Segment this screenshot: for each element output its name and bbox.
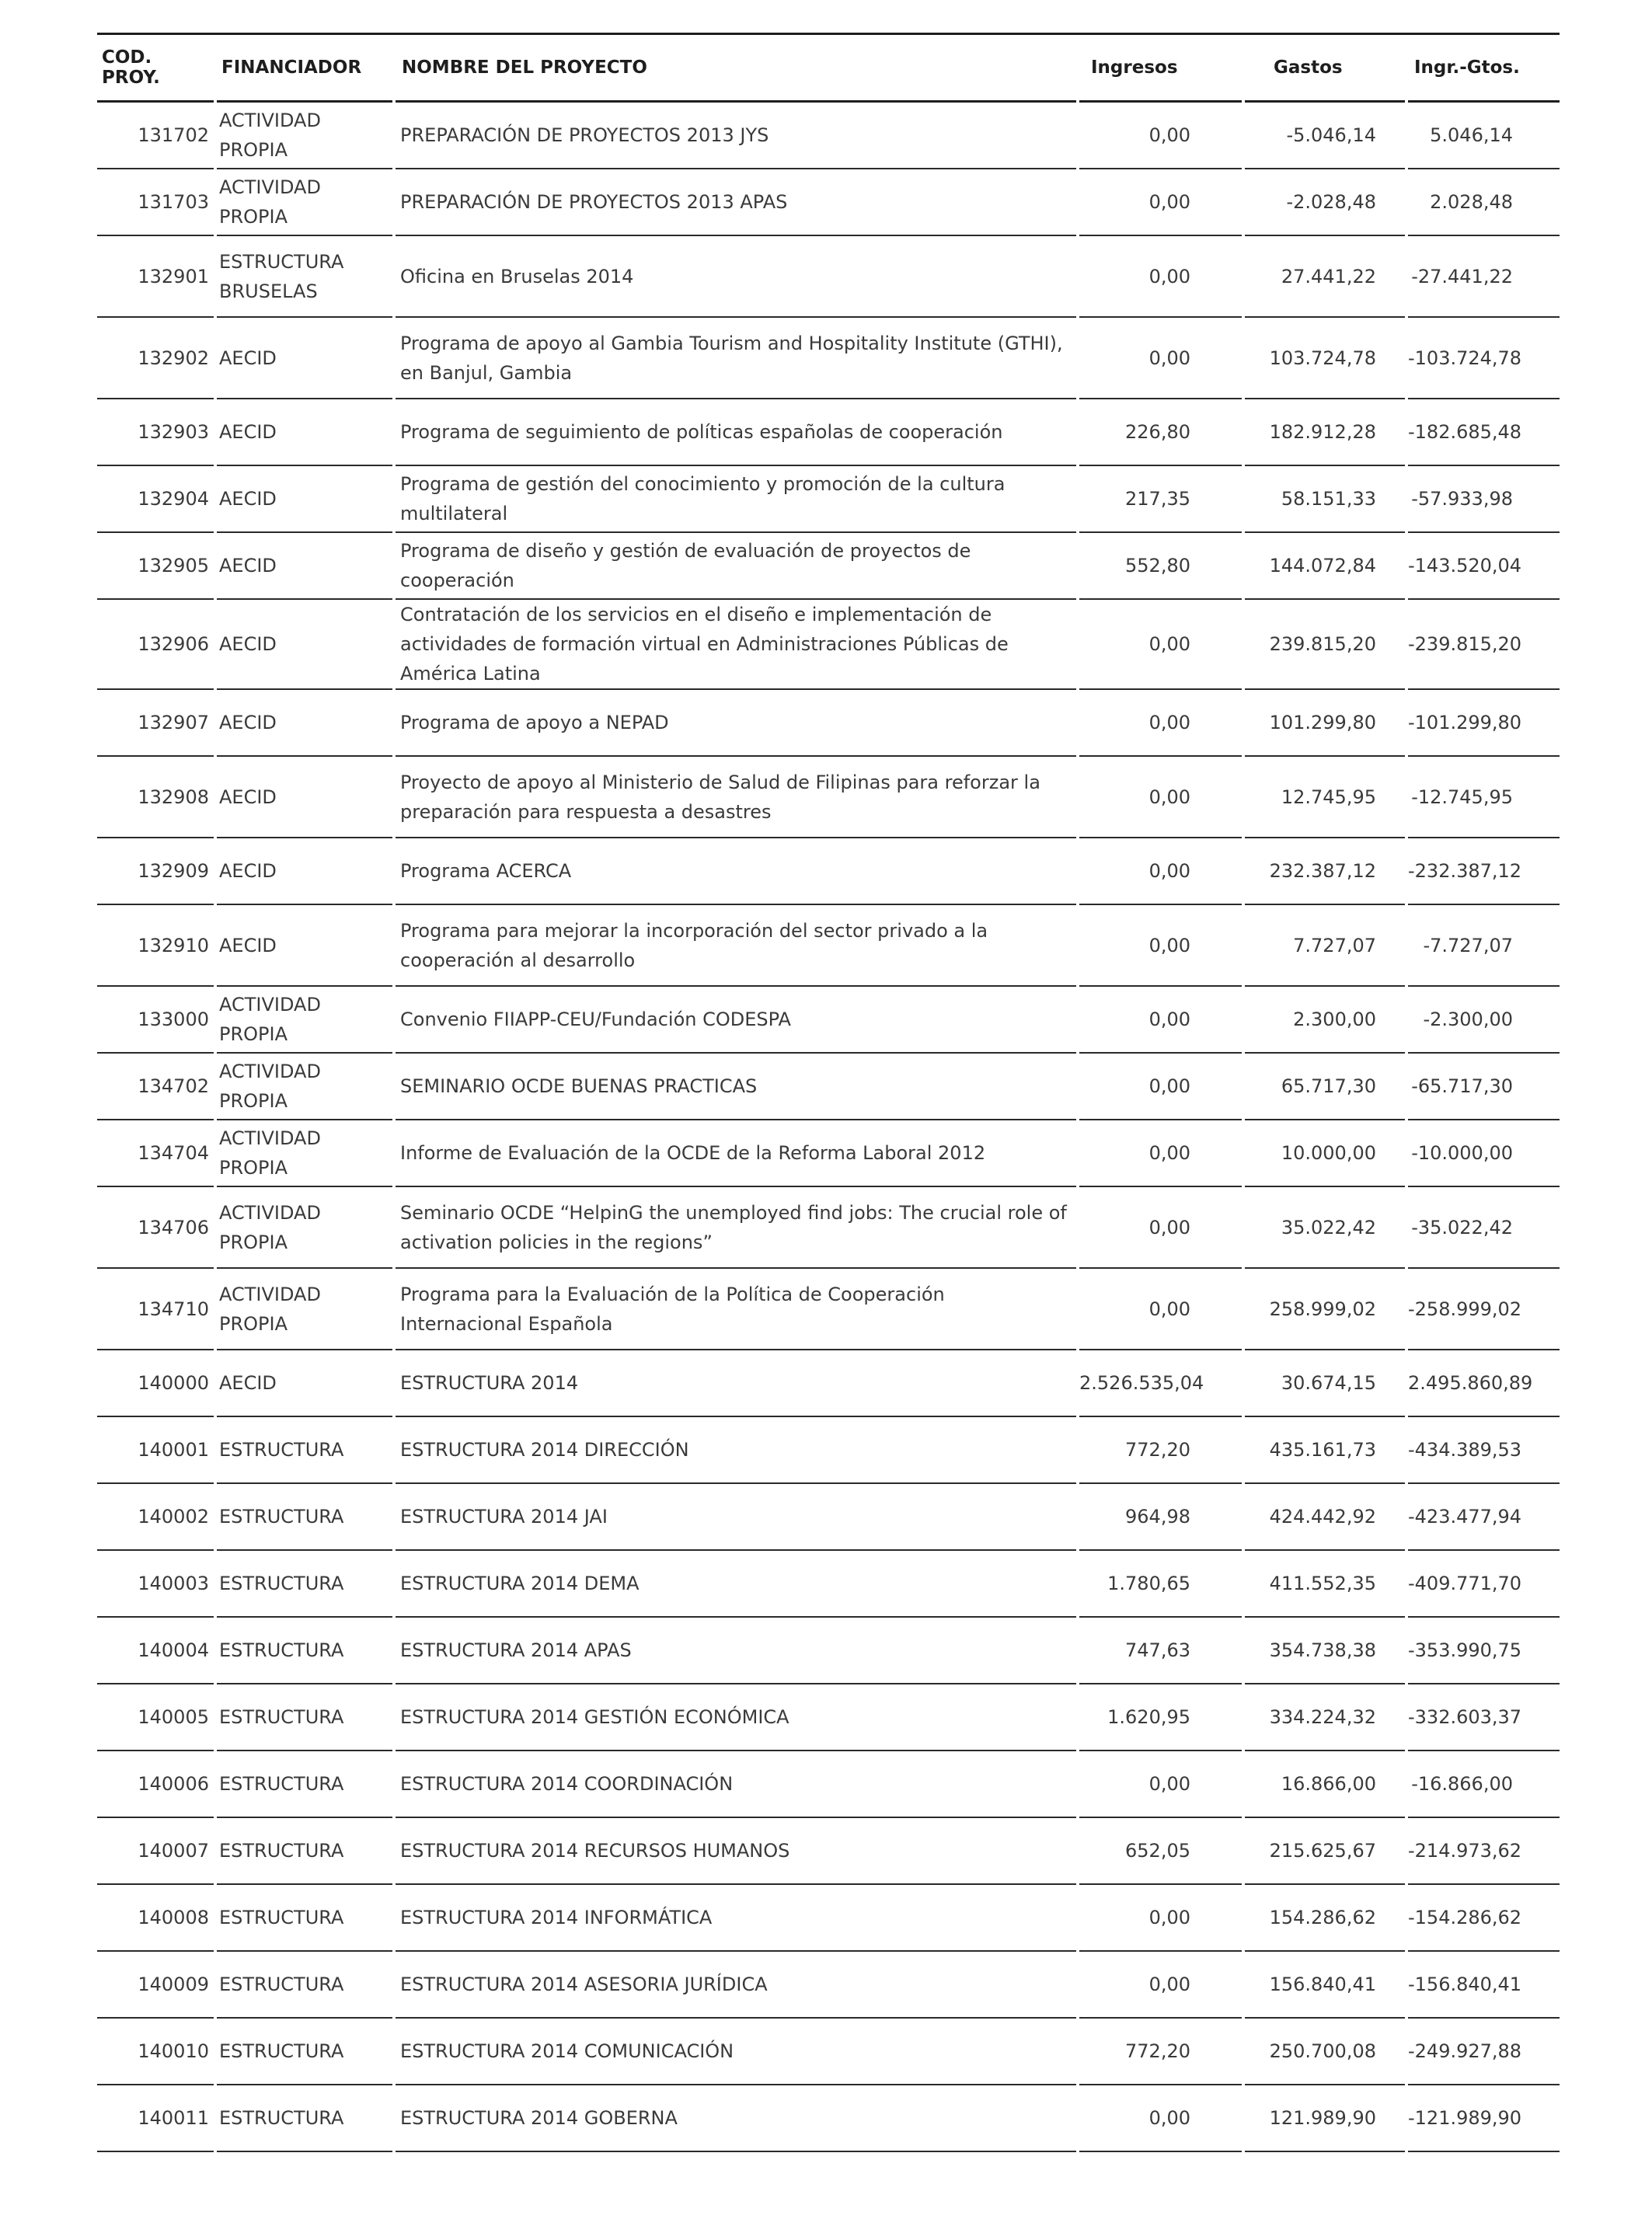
cell-ingresos: 652,05 <box>1078 1817 1243 1884</box>
cell-diferencia: -27.441,22 <box>1406 235 1560 317</box>
cell-nombre: PREPARACIÓN DE PROYECTOS 2013 APAS <box>394 169 1078 235</box>
cell-financiador: ACTIVIDAD PROPIA <box>215 1053 394 1120</box>
cell-gastos: 27.441,22 <box>1243 235 1406 317</box>
cell-code: 140007 <box>97 1817 215 1884</box>
header-financiador: FINANCIADOR <box>215 35 394 102</box>
cell-diferencia: -423.477,94 <box>1406 1483 1560 1550</box>
cell-nombre: Programa para mejorar la incorporación del sector privado a la cooperación al desarrollo <box>394 904 1078 986</box>
cell-financiador: AECID <box>215 399 394 465</box>
cell-ingresos: 0,00 <box>1078 1951 1243 2018</box>
cell-diferencia: 2.028,48 <box>1406 169 1560 235</box>
cell-financiador: ESTRUCTURA BRUSELAS <box>215 235 394 317</box>
cell-diferencia: -57.933,98 <box>1406 465 1560 532</box>
cell-gastos: 182.912,28 <box>1243 399 1406 465</box>
cell-gastos: 424.442,92 <box>1243 1483 1406 1550</box>
cell-ingresos: 552,80 <box>1078 532 1243 599</box>
cell-ingresos: 0,00 <box>1078 904 1243 986</box>
cell-code: 132908 <box>97 756 215 838</box>
cell-nombre: Programa de diseño y gestión de evaluación de proyectos de cooperación <box>394 532 1078 599</box>
cell-gastos: 101.299,80 <box>1243 689 1406 756</box>
cell-nombre: ESTRUCTURA 2014 GOBERNA <box>394 2085 1078 2151</box>
cell-ingresos: 217,35 <box>1078 465 1243 532</box>
cell-diferencia: -214.973,62 <box>1406 1817 1560 1884</box>
cell-gastos: 411.552,35 <box>1243 1550 1406 1617</box>
cell-code: 133000 <box>97 986 215 1053</box>
table-row <box>97 2018 1560 2085</box>
cell-code: 140006 <box>97 1751 215 1817</box>
cell-ingresos: 0,00 <box>1078 1268 1243 1350</box>
cell-financiador: AECID <box>215 532 394 599</box>
cell-code: 140002 <box>97 1483 215 1550</box>
cell-financiador: ACTIVIDAD PROPIA <box>215 1186 394 1268</box>
cell-nombre: Contratación de los servicios en el diseño e implementación de actividades de formación virtual en Administraciones Públicas de América Latina <box>394 599 1078 689</box>
cell-nombre: SEMINARIO OCDE BUENAS PRACTICAS <box>394 1053 1078 1120</box>
cell-diferencia: -10.000,00 <box>1406 1120 1560 1186</box>
cell-ingresos: 0,00 <box>1078 169 1243 235</box>
cell-financiador: AECID <box>215 1350 394 1416</box>
cell-code: 140011 <box>97 2085 215 2151</box>
cell-ingresos: 0,00 <box>1078 986 1243 1053</box>
table-row <box>97 599 1560 689</box>
cell-nombre: Seminario OCDE “HelpinG the unemployed find jobs: The crucial role of activation policies in the regions” <box>394 1186 1078 1268</box>
cell-code: 132901 <box>97 235 215 317</box>
cell-gastos: 258.999,02 <box>1243 1268 1406 1350</box>
table-row <box>97 102 1560 169</box>
cell-ingresos: 0,00 <box>1078 756 1243 838</box>
table-row <box>97 1120 1560 1186</box>
cell-diferencia: -2.300,00 <box>1406 986 1560 1053</box>
table-row <box>97 1884 1560 1951</box>
cell-gastos: 154.286,62 <box>1243 1884 1406 1951</box>
cell-ingresos: 0,00 <box>1078 102 1243 169</box>
cell-gastos: 7.727,07 <box>1243 904 1406 986</box>
cell-nombre: ESTRUCTURA 2014 DEMA <box>394 1550 1078 1617</box>
table-row <box>97 1416 1560 1483</box>
cell-nombre: Programa de apoyo a NEPAD <box>394 689 1078 756</box>
header-nombre: NOMBRE DEL PROYECTO <box>394 35 1078 102</box>
cell-code: 140003 <box>97 1550 215 1617</box>
cell-diferencia: -434.389,53 <box>1406 1416 1560 1483</box>
cell-ingresos: 0,00 <box>1078 599 1243 689</box>
cell-code: 140005 <box>97 1684 215 1751</box>
cell-financiador: ESTRUCTURA <box>215 1884 394 1951</box>
cell-financiador: AECID <box>215 599 394 689</box>
cell-gastos: 16.866,00 <box>1243 1751 1406 1817</box>
cell-diferencia: -12.745,95 <box>1406 756 1560 838</box>
cell-gastos: 121.989,90 <box>1243 2085 1406 2151</box>
cell-gastos: 215.625,67 <box>1243 1817 1406 1884</box>
cell-nombre: ESTRUCTURA 2014 GESTIÓN ECONÓMICA <box>394 1684 1078 1751</box>
table-row <box>97 1350 1560 1416</box>
cell-gastos: 58.151,33 <box>1243 465 1406 532</box>
cell-ingresos: 0,00 <box>1078 1751 1243 1817</box>
table-row <box>97 1684 1560 1751</box>
table-header <box>97 35 1560 102</box>
cell-diferencia: -143.520,04 <box>1406 532 1560 599</box>
cell-diferencia: -409.771,70 <box>1406 1550 1560 1617</box>
cell-ingresos: 772,20 <box>1078 1416 1243 1483</box>
cell-diferencia: -239.815,20 <box>1406 599 1560 689</box>
cell-ingresos: 226,80 <box>1078 399 1243 465</box>
cell-financiador: ESTRUCTURA <box>215 1550 394 1617</box>
cell-ingresos: 0,00 <box>1078 2085 1243 2151</box>
cell-ingresos: 1.780,65 <box>1078 1550 1243 1617</box>
table-row <box>97 1951 1560 2018</box>
cell-diferencia: -16.866,00 <box>1406 1751 1560 1817</box>
cell-nombre: ESTRUCTURA 2014 APAS <box>394 1617 1078 1684</box>
cell-diferencia: -103.724,78 <box>1406 317 1560 399</box>
cell-financiador: ESTRUCTURA <box>215 1951 394 2018</box>
cell-financiador: ESTRUCTURA <box>215 1817 394 1884</box>
table-row <box>97 532 1560 599</box>
cell-nombre: Convenio FIIAPP-CEU/Fundación CODESPA <box>394 986 1078 1053</box>
cell-financiador: ESTRUCTURA <box>215 2018 394 2085</box>
cell-nombre: ESTRUCTURA 2014 RECURSOS HUMANOS <box>394 1817 1078 1884</box>
cell-code: 131703 <box>97 169 215 235</box>
cell-code: 134710 <box>97 1268 215 1350</box>
cell-diferencia: -258.999,02 <box>1406 1268 1560 1350</box>
table-row <box>97 1053 1560 1120</box>
table-row <box>97 1751 1560 1817</box>
table-row <box>97 1186 1560 1268</box>
cell-code: 132904 <box>97 465 215 532</box>
cell-diferencia: -7.727,07 <box>1406 904 1560 986</box>
header-ingresos: Ingresos <box>1078 35 1243 102</box>
table-row <box>97 169 1560 235</box>
cell-nombre: PREPARACIÓN DE PROYECTOS 2013 JYS <box>394 102 1078 169</box>
cell-code: 132906 <box>97 599 215 689</box>
cell-code: 134706 <box>97 1186 215 1268</box>
cell-financiador: AECID <box>215 689 394 756</box>
cell-gastos: -5.046,14 <box>1243 102 1406 169</box>
cell-diferencia: -156.840,41 <box>1406 1951 1560 2018</box>
header-diferencia: Ingr.-Gtos. <box>1406 35 1560 102</box>
cell-ingresos: 964,98 <box>1078 1483 1243 1550</box>
table-row <box>97 1550 1560 1617</box>
cell-ingresos: 0,00 <box>1078 1186 1243 1268</box>
cell-ingresos: 0,00 <box>1078 1884 1243 1951</box>
cell-financiador: ACTIVIDAD PROPIA <box>215 1268 394 1350</box>
cell-nombre: Programa de gestión del conocimiento y promoción de la cultura multilateral <box>394 465 1078 532</box>
cell-financiador: ACTIVIDAD PROPIA <box>215 102 394 169</box>
cell-ingresos: 1.620,95 <box>1078 1684 1243 1751</box>
cell-financiador: ACTIVIDAD PROPIA <box>215 169 394 235</box>
cell-financiador: ACTIVIDAD PROPIA <box>215 1120 394 1186</box>
cell-nombre: ESTRUCTURA 2014 <box>394 1350 1078 1416</box>
cell-financiador: AECID <box>215 838 394 904</box>
cell-financiador: ESTRUCTURA <box>215 1617 394 1684</box>
cell-gastos: 156.840,41 <box>1243 1951 1406 2018</box>
table-row <box>97 235 1560 317</box>
cell-diferencia: -121.989,90 <box>1406 2085 1560 2151</box>
cell-financiador: AECID <box>215 756 394 838</box>
cell-diferencia: -35.022,42 <box>1406 1186 1560 1268</box>
cell-nombre: Proyecto de apoyo al Ministerio de Salud de Filipinas para reforzar la preparación para respuesta a desastres <box>394 756 1078 838</box>
cell-ingresos: 0,00 <box>1078 317 1243 399</box>
cell-gastos: 103.724,78 <box>1243 317 1406 399</box>
header-gastos: Gastos <box>1243 35 1406 102</box>
cell-nombre: Programa ACERCA <box>394 838 1078 904</box>
cell-nombre: ESTRUCTURA 2014 COORDINACIÓN <box>394 1751 1078 1817</box>
projects-table <box>97 35 1560 2152</box>
cell-code: 134702 <box>97 1053 215 1120</box>
cell-nombre: Oficina en Bruselas 2014 <box>394 235 1078 317</box>
cell-nombre: Informe de Evaluación de la OCDE de la Reforma Laboral 2012 <box>394 1120 1078 1186</box>
cell-code: 132910 <box>97 904 215 986</box>
cell-financiador: AECID <box>215 904 394 986</box>
cell-gastos: 435.161,73 <box>1243 1416 1406 1483</box>
cell-code: 132902 <box>97 317 215 399</box>
cell-diferencia: -232.387,12 <box>1406 838 1560 904</box>
cell-ingresos: 2.526.535,04 <box>1078 1350 1243 1416</box>
cell-nombre: Programa para la Evaluación de la Política de Cooperación Internacional Española <box>394 1268 1078 1350</box>
cell-diferencia: -353.990,75 <box>1406 1617 1560 1684</box>
cell-financiador: ACTIVIDAD PROPIA <box>215 986 394 1053</box>
cell-nombre: ESTRUCTURA 2014 JAI <box>394 1483 1078 1550</box>
table-body <box>97 102 1560 2152</box>
cell-financiador: AECID <box>215 317 394 399</box>
cell-diferencia: 5.046,14 <box>1406 102 1560 169</box>
cell-ingresos: 0,00 <box>1078 838 1243 904</box>
table-row <box>97 1817 1560 1884</box>
cell-gastos: 65.717,30 <box>1243 1053 1406 1120</box>
header-code: COD. PROY. <box>97 35 215 102</box>
projects-table-sheet <box>97 33 1560 2152</box>
cell-financiador: ESTRUCTURA <box>215 1684 394 1751</box>
cell-financiador: ESTRUCTURA <box>215 1751 394 1817</box>
cell-code: 132903 <box>97 399 215 465</box>
cell-gastos: 250.700,08 <box>1243 2018 1406 2085</box>
header-row <box>97 35 1560 102</box>
cell-code: 140009 <box>97 1951 215 2018</box>
cell-code: 140010 <box>97 2018 215 2085</box>
table-row <box>97 904 1560 986</box>
cell-nombre: ESTRUCTURA 2014 INFORMÁTICA <box>394 1884 1078 1951</box>
cell-code: 140001 <box>97 1416 215 1483</box>
table-row <box>97 986 1560 1053</box>
table-row <box>97 1617 1560 1684</box>
cell-gastos: 10.000,00 <box>1243 1120 1406 1186</box>
cell-code: 134704 <box>97 1120 215 1186</box>
cell-code: 131702 <box>97 102 215 169</box>
cell-code: 132909 <box>97 838 215 904</box>
cell-nombre: ESTRUCTURA 2014 ASESORIA JURÍDICA <box>394 1951 1078 2018</box>
cell-gastos: -2.028,48 <box>1243 169 1406 235</box>
cell-code: 132907 <box>97 689 215 756</box>
cell-gastos: 232.387,12 <box>1243 838 1406 904</box>
cell-ingresos: 0,00 <box>1078 689 1243 756</box>
cell-diferencia: -249.927,88 <box>1406 2018 1560 2085</box>
cell-gastos: 30.674,15 <box>1243 1350 1406 1416</box>
table-row <box>97 465 1560 532</box>
cell-nombre: Programa de apoyo al Gambia Tourism and Hospitality Institute (GTHI), en Banjul, Gambia <box>394 317 1078 399</box>
cell-ingresos: 0,00 <box>1078 1120 1243 1186</box>
cell-diferencia: -101.299,80 <box>1406 689 1560 756</box>
cell-gastos: 35.022,42 <box>1243 1186 1406 1268</box>
cell-code: 140004 <box>97 1617 215 1684</box>
cell-gastos: 354.738,38 <box>1243 1617 1406 1684</box>
cell-gastos: 334.224,32 <box>1243 1684 1406 1751</box>
table-row <box>97 399 1560 465</box>
cell-gastos: 2.300,00 <box>1243 986 1406 1053</box>
cell-financiador: ESTRUCTURA <box>215 2085 394 2151</box>
cell-diferencia: -65.717,30 <box>1406 1053 1560 1120</box>
cell-ingresos: 772,20 <box>1078 2018 1243 2085</box>
table-row <box>97 1483 1560 1550</box>
cell-ingresos: 747,63 <box>1078 1617 1243 1684</box>
cell-code: 132905 <box>97 532 215 599</box>
table-row <box>97 2085 1560 2151</box>
table-row <box>97 1268 1560 1350</box>
table-row <box>97 756 1560 838</box>
cell-nombre: ESTRUCTURA 2014 COMUNICACIÓN <box>394 2018 1078 2085</box>
cell-gastos: 12.745,95 <box>1243 756 1406 838</box>
cell-gastos: 239.815,20 <box>1243 599 1406 689</box>
table-row <box>97 838 1560 904</box>
cell-diferencia: -182.685,48 <box>1406 399 1560 465</box>
table-row <box>97 689 1560 756</box>
cell-nombre: ESTRUCTURA 2014 DIRECCIÓN <box>394 1416 1078 1483</box>
table-row <box>97 317 1560 399</box>
cell-diferencia: 2.495.860,89 <box>1406 1350 1560 1416</box>
cell-code: 140000 <box>97 1350 215 1416</box>
cell-ingresos: 0,00 <box>1078 1053 1243 1120</box>
cell-diferencia: -154.286,62 <box>1406 1884 1560 1951</box>
cell-financiador: ESTRUCTURA <box>215 1416 394 1483</box>
cell-financiador: ESTRUCTURA <box>215 1483 394 1550</box>
cell-ingresos: 0,00 <box>1078 235 1243 317</box>
cell-diferencia: -332.603,37 <box>1406 1684 1560 1751</box>
cell-nombre: Programa de seguimiento de políticas españolas de cooperación <box>394 399 1078 465</box>
cell-financiador: AECID <box>215 465 394 532</box>
cell-gastos: 144.072,84 <box>1243 532 1406 599</box>
cell-code: 140008 <box>97 1884 215 1951</box>
